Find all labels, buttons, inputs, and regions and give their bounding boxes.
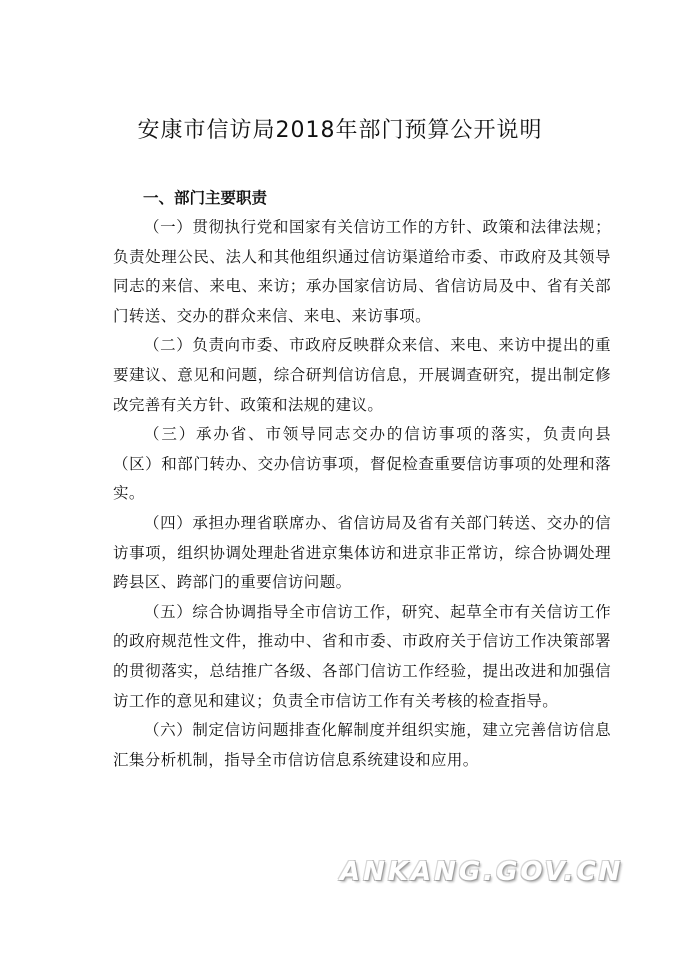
document-title: 安康市信访局2018年部门预算公开说明	[137, 118, 543, 143]
document-body	[113, 213, 611, 775]
paragraph-3: （三）承办省、市领导同志交办的信访事项的落实，负责向县（区）和部门转办、交办信访事项，督促检查重要信访事项的处理和落实。	[113, 425, 611, 503]
section-heading: 一、部门主要职责	[143, 189, 268, 207]
paragraph-6: （六）制定信访问题排查化解制度并组织实施，建立完善信访信息汇集分析机制，指导全市信访信息系统建设和应用。	[113, 721, 611, 769]
paragraph-5: （五）综合协调指导全市信访工作，研究、起草全市有关信访工作的政府规范性文件，推动中、省和市委、市政府关于信访工作决策部署的贯彻落实，总结推广各级、各部门信访工作经验，提出改进和加强信访工作的意见和建议；负责全市信访工作有关考核的检查指导。	[113, 602, 611, 710]
paragraph-1: （一）贯彻执行党和国家有关信访工作的方针、政策和法律法规；负责处理公民、法人和其他组织通过信访渠道给市委、市政府及其领导同志的来信、来电、来访；承办国家信访局、省信访局及中、省有关部门转送、交办的群众来信、来电、来访事项。	[113, 218, 611, 325]
site-watermark: ANKANG.GOV.CN	[340, 857, 624, 887]
paragraph-2: （二）负责向市委、市政府反映群众来信、来电、来访中提出的重要建议、意见和问题，综合研判信访信息，开展调查研究，提出制定修改完善有关方针、政策和法规的建议。	[113, 336, 611, 414]
paragraph-4: （四）承担办理省联席办、省信访局及省有关部门转送、交办的信访事项，组织协调处理赴省进京集体访和进京非正常访，综合协调处理跨县区、跨部门的重要信访问题。	[113, 513, 611, 592]
